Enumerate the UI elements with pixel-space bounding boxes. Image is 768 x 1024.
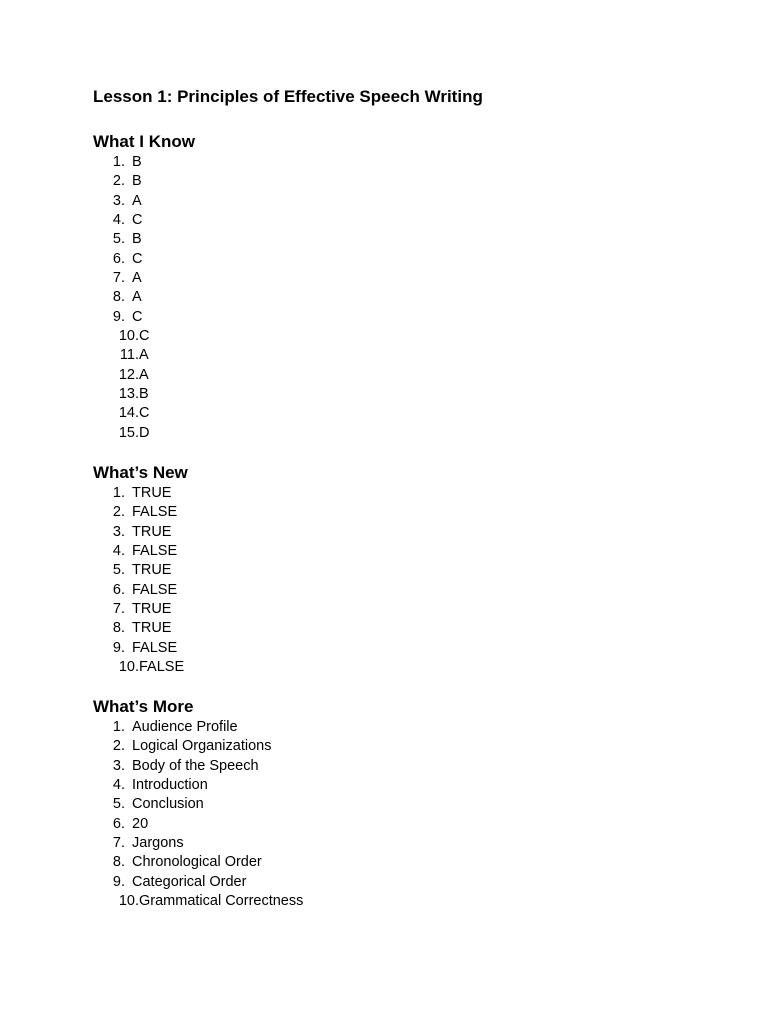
list-item <box>93 600 693 619</box>
item-number: 11. <box>119 347 139 364</box>
item-answer: C <box>132 250 143 267</box>
item-number: 3. <box>112 523 125 540</box>
item-number: 7. <box>112 835 125 852</box>
list-item <box>93 581 693 600</box>
list-item <box>93 192 693 211</box>
item-answer: FALSE <box>132 543 178 560</box>
item-answer: A <box>132 289 142 306</box>
list-item <box>93 230 693 249</box>
list-item <box>93 834 693 853</box>
section-whats-more <box>93 696 693 911</box>
item-number: 14. <box>118 405 139 422</box>
list-item <box>93 424 693 443</box>
list-item <box>93 484 693 503</box>
answer-list-whats-more <box>93 718 693 911</box>
section-heading-what-i-know: What I Know <box>93 132 195 151</box>
section-whats-new <box>93 462 693 677</box>
list-item <box>93 211 693 230</box>
item-answer: FALSE <box>139 659 185 676</box>
item-number: 5. <box>112 796 125 813</box>
item-answer: B <box>132 154 142 170</box>
item-number: 6. <box>112 581 125 598</box>
item-answer: A <box>139 366 149 383</box>
list-item <box>93 153 693 172</box>
list-item <box>93 346 693 365</box>
item-answer: D <box>139 424 150 441</box>
item-number: 1. <box>112 719 125 735</box>
item-answer: Body of the Speech <box>132 757 259 774</box>
document-title: Lesson 1: Principles of Effective Speech Writing <box>93 87 483 106</box>
list-item <box>93 327 693 346</box>
list-item <box>93 619 693 638</box>
item-answer: Chronological Order <box>132 854 262 871</box>
answer-list-whats-new <box>93 484 693 677</box>
item-number: 9. <box>112 308 125 325</box>
item-number: 4. <box>112 777 125 794</box>
item-answer: Audience Profile <box>132 719 238 735</box>
item-number: 5. <box>112 231 125 248</box>
item-number: 4. <box>112 212 125 229</box>
item-answer: 20 <box>132 815 149 832</box>
item-number: 12. <box>118 366 139 383</box>
list-item <box>93 892 693 911</box>
list-item <box>93 873 693 892</box>
item-answer: TRUE <box>132 620 172 637</box>
list-item <box>93 269 693 288</box>
item-answer: B <box>139 386 149 403</box>
item-number: 2. <box>112 504 125 521</box>
item-answer: Grammatical Correctness <box>139 893 304 910</box>
item-number: 10. <box>118 328 139 345</box>
item-number: 15. <box>118 424 139 441</box>
item-number: 4. <box>112 543 125 560</box>
list-item <box>93 385 693 404</box>
item-answer: Introduction <box>132 777 208 794</box>
list-item <box>93 404 693 423</box>
list-item <box>93 542 693 561</box>
item-number: 6. <box>112 815 125 832</box>
item-answer: TRUE <box>132 562 172 579</box>
item-answer: Conclusion <box>132 796 204 813</box>
item-answer: Logical Organizations <box>132 738 272 755</box>
item-answer: FALSE <box>132 581 178 598</box>
item-answer: A <box>132 270 142 287</box>
section-what-i-know <box>93 131 693 443</box>
list-item <box>93 737 693 756</box>
list-item <box>93 503 693 522</box>
item-answer: Jargons <box>132 835 184 852</box>
item-answer: A <box>132 192 142 209</box>
list-item <box>93 561 693 580</box>
item-number: 6. <box>112 250 125 267</box>
item-number: 9. <box>112 873 125 890</box>
item-number: 5. <box>112 562 125 579</box>
item-answer: C <box>132 308 143 325</box>
item-number: 9. <box>112 639 125 656</box>
list-item <box>93 776 693 795</box>
item-answer: A <box>139 347 149 364</box>
item-number: 1. <box>112 485 125 501</box>
list-item <box>93 366 693 385</box>
item-number: 2. <box>112 173 125 190</box>
item-answer: FALSE <box>132 504 178 521</box>
item-number: 3. <box>112 757 125 774</box>
list-item <box>93 288 693 307</box>
list-item <box>93 853 693 872</box>
list-item <box>93 250 693 269</box>
list-item <box>93 639 693 658</box>
item-number: 10. <box>118 893 139 910</box>
item-number: 8. <box>112 854 125 871</box>
list-item <box>93 795 693 814</box>
item-answer: B <box>132 231 142 248</box>
item-answer: Categorical Order <box>132 873 247 890</box>
item-answer: C <box>139 405 150 422</box>
item-answer: TRUE <box>132 523 172 540</box>
list-item <box>93 658 693 677</box>
list-item <box>93 308 693 327</box>
item-answer: C <box>132 212 143 229</box>
item-answer: TRUE <box>132 601 172 618</box>
item-number: 13. <box>118 386 139 403</box>
answer-list-what-i-know <box>93 153 693 443</box>
item-answer: TRUE <box>132 485 172 501</box>
item-number: 10. <box>118 659 139 676</box>
item-number: 8. <box>112 620 125 637</box>
list-item <box>93 172 693 191</box>
list-item <box>93 523 693 542</box>
item-answer: FALSE <box>132 639 178 656</box>
item-number: 1. <box>112 154 125 170</box>
item-number: 7. <box>112 601 125 618</box>
section-heading-whats-more: What’s More <box>93 697 194 716</box>
list-item <box>93 718 693 737</box>
item-answer: B <box>132 173 142 190</box>
section-heading-whats-new: What’s New <box>93 463 188 482</box>
item-number: 3. <box>112 192 125 209</box>
list-item <box>93 757 693 776</box>
list-item <box>93 815 693 834</box>
item-number: 7. <box>112 270 125 287</box>
item-number: 8. <box>112 289 125 306</box>
item-number: 2. <box>112 738 125 755</box>
item-answer: C <box>139 328 150 345</box>
